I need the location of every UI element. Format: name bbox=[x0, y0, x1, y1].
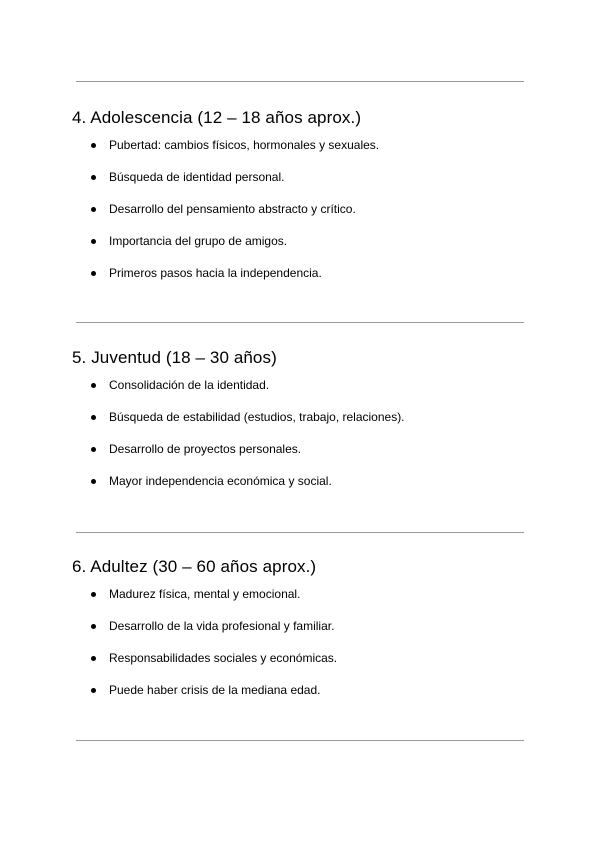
list-item bbox=[72, 169, 532, 201]
bullet-icon bbox=[91, 688, 96, 693]
list-item bbox=[72, 650, 532, 682]
list-item bbox=[72, 618, 532, 650]
section-juventud bbox=[72, 348, 532, 496]
list-item bbox=[72, 233, 532, 265]
bullet-icon bbox=[91, 624, 96, 629]
bullet-icon bbox=[91, 592, 96, 597]
list-item-text: Primeros pasos hacia la independencia. bbox=[109, 266, 322, 280]
section-heading: 6. Adultez (30 – 60 años aprox.) bbox=[72, 557, 317, 576]
list-item-text: Desarrollo de proyectos personales. bbox=[109, 442, 302, 456]
list-item-text: Responsabilidades sociales y económicas. bbox=[109, 651, 338, 665]
list-item-text: Pubertad: cambios físicos, hormonales y sexuales. bbox=[109, 138, 380, 152]
list-item-text: Consolidación de la identidad. bbox=[109, 378, 270, 392]
list-item bbox=[72, 473, 532, 505]
divider bbox=[76, 740, 524, 741]
list-item-text: Desarrollo del pensamiento abstracto y crítico. bbox=[109, 202, 356, 216]
bullet-list bbox=[72, 586, 532, 714]
bullet-icon bbox=[91, 479, 96, 484]
list-item bbox=[72, 409, 532, 441]
section-heading: 5. Juventud (18 – 30 años) bbox=[72, 348, 277, 367]
bullet-icon bbox=[91, 143, 96, 148]
section-heading: 4. Adolescencia (12 – 18 años aprox.) bbox=[72, 108, 362, 127]
bullet-icon bbox=[91, 383, 96, 388]
bullet-icon bbox=[91, 239, 96, 244]
list-item bbox=[72, 201, 532, 233]
list-item bbox=[72, 377, 532, 409]
list-item bbox=[72, 441, 532, 473]
bullet-icon bbox=[91, 656, 96, 661]
bullet-icon bbox=[91, 415, 96, 420]
list-item-text: Importancia del grupo de amigos. bbox=[109, 234, 288, 248]
list-item bbox=[72, 137, 532, 169]
divider bbox=[76, 322, 524, 323]
bullet-list bbox=[72, 377, 532, 505]
bullet-list bbox=[72, 137, 532, 297]
list-item-text: Búsqueda de estabilidad (estudios, trabajo, relaciones). bbox=[109, 410, 405, 424]
bullet-icon bbox=[91, 175, 96, 180]
list-item bbox=[72, 265, 532, 297]
divider bbox=[76, 81, 524, 82]
list-item bbox=[72, 586, 532, 618]
divider bbox=[76, 532, 524, 533]
section-adolescencia bbox=[72, 108, 532, 288]
list-item-text: Búsqueda de identidad personal. bbox=[109, 170, 285, 184]
list-item bbox=[72, 682, 532, 714]
list-item-text: Desarrollo de la vida profesional y familiar. bbox=[109, 619, 335, 633]
section-adultez bbox=[72, 557, 532, 705]
bullet-icon bbox=[91, 271, 96, 276]
bullet-icon bbox=[91, 447, 96, 452]
list-item-text: Mayor independencia económica y social. bbox=[109, 474, 332, 488]
bullet-icon bbox=[91, 207, 96, 212]
list-item-text: Madurez física, mental y emocional. bbox=[109, 587, 301, 601]
list-item-text: Puede haber crisis de la mediana edad. bbox=[109, 683, 321, 697]
